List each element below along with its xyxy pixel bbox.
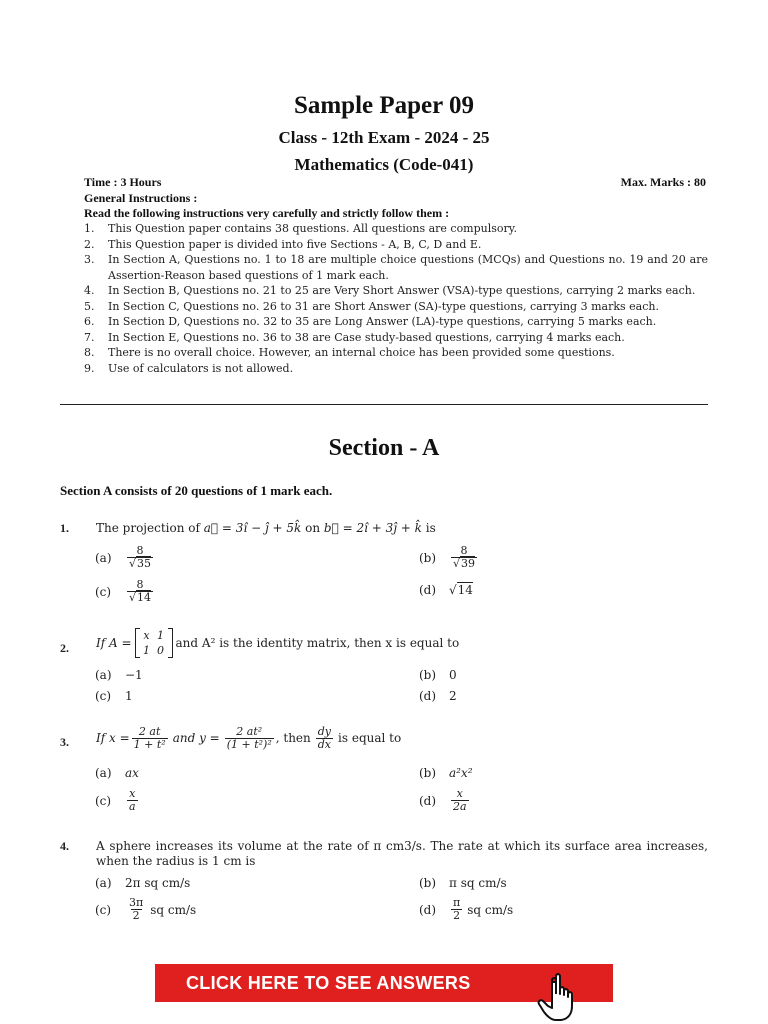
vector-b-expression: b⃗ = 2î + 3ĵ + k̂ — [323, 521, 422, 535]
option-label: (b) — [419, 766, 437, 780]
option-value: 14 — [457, 583, 473, 597]
numerator: 3π — [129, 896, 144, 909]
question-3 — [60, 726, 708, 816]
instruction-text: In Section D, Questions no. 32 to 35 are Long Answer (LA)-type questions, carrying 5 marks each. — [108, 315, 657, 328]
option-value: 2π sq cm/s — [125, 876, 191, 890]
matrix-cell: x — [143, 629, 150, 642]
option-a[interactable] — [95, 668, 143, 682]
fraction: $\frac{8}{√39}$ — [453, 544, 476, 570]
option-c[interactable] — [95, 788, 140, 813]
question-text-part: The projection of — [96, 521, 200, 535]
subject-line: Mathematics (Code-041) — [294, 155, 474, 174]
instruction-item — [84, 221, 708, 237]
instruction-number: 1. — [84, 222, 95, 235]
question-text-part: , then — [275, 731, 311, 745]
fraction — [225, 726, 274, 751]
question-number: 4. — [60, 839, 69, 853]
question-2 — [60, 628, 708, 708]
pointing-hand-icon — [536, 972, 584, 1024]
instruction-number: 9. — [84, 361, 95, 375]
instruction-item — [84, 330, 708, 346]
option-value: −1 — [125, 668, 143, 682]
option-label: (c) — [95, 584, 112, 599]
numerator: 2 at — [138, 725, 161, 738]
instruction-item — [84, 252, 708, 283]
option-b[interactable] — [419, 668, 457, 682]
numerator: π — [453, 896, 461, 909]
option-label: (a) — [95, 668, 112, 682]
question-number: 2. — [60, 641, 69, 655]
denominator: (1 + t²)² — [226, 738, 272, 751]
option-label: (c) — [95, 689, 112, 703]
option-label: (a) — [95, 550, 112, 565]
option-label: (c) — [95, 793, 112, 808]
fraction — [316, 726, 333, 751]
option-value: ax — [125, 766, 139, 780]
option-d[interactable] — [419, 689, 457, 703]
question-text-part: and y = — [172, 731, 220, 745]
question-text-part: If x = — [96, 731, 130, 745]
denominator: 39 — [461, 557, 476, 570]
numerator: x — [456, 787, 463, 800]
option-b[interactable] — [419, 876, 507, 890]
instruction-number: 8. — [84, 346, 95, 359]
option-value: 1 — [125, 689, 133, 703]
question-1 — [60, 521, 708, 611]
instruction-number: 5. — [84, 299, 95, 313]
denominator: 14 — [137, 591, 152, 604]
denominator: a — [129, 800, 136, 813]
question-text — [96, 521, 708, 536]
option-a[interactable] — [95, 545, 155, 570]
see-answers-label: CLICK HERE TO SEE ANSWERS — [186, 972, 471, 993]
instruction-text: This Question paper is divided into five Sections - A, B, C, D and E. — [108, 237, 482, 251]
question-number: 3. — [60, 735, 69, 749]
question-text-part: is equal to — [338, 731, 402, 745]
question-text-part: If A = — [96, 635, 132, 650]
option-label: (d) — [419, 689, 437, 703]
option-label: (d) — [419, 793, 437, 808]
instruction-item — [84, 361, 708, 377]
instruction-text: In Section E, Questions no. 36 to 38 are Case study-based questions, carrying 4 marks each. — [108, 330, 625, 344]
option-value: 0 — [449, 668, 457, 682]
fraction — [451, 897, 462, 922]
instructions-list — [84, 221, 708, 376]
denominator: 2a — [453, 800, 467, 813]
read-instructions-note: Read the following instructions very carefully and strictly follow them : — [84, 206, 450, 220]
option-label: (c) — [95, 902, 112, 917]
fraction: $\frac{8}{√14}$ — [129, 578, 152, 604]
option-a[interactable] — [95, 766, 139, 780]
denominator: 2 — [453, 909, 461, 922]
option-label: (a) — [95, 876, 112, 890]
option-label: (b) — [419, 876, 437, 890]
question-text — [96, 726, 708, 751]
denominator: 1 + t² — [133, 738, 166, 751]
option-b[interactable] — [419, 545, 479, 570]
time-label: Time : 3 Hours — [84, 175, 162, 189]
denominator: 2 — [132, 909, 140, 922]
general-instructions-heading: General Instructions : — [84, 191, 198, 205]
instruction-item — [84, 345, 708, 361]
option-value: 2 — [449, 689, 457, 703]
section-title: Section - A — [328, 435, 440, 461]
denominator: dx — [317, 738, 332, 751]
option-c[interactable] — [95, 897, 196, 922]
instruction-number: 4. — [84, 284, 95, 297]
option-c[interactable] — [95, 579, 155, 604]
paper-title: Sample Paper 09 — [293, 92, 475, 119]
numerator: 2 at² — [236, 725, 263, 738]
fraction: $\frac{8}{√35}$ — [129, 544, 152, 570]
option-label: (b) — [419, 550, 437, 565]
option-unit: sq cm/s — [150, 902, 197, 917]
option-c[interactable] — [95, 689, 133, 703]
numerator: 8 — [460, 544, 468, 557]
option-label: (b) — [419, 668, 437, 682]
numerator: 8 — [136, 578, 144, 591]
option-unit: sq cm/s — [467, 902, 514, 917]
denominator: 35 — [137, 557, 152, 570]
question-text-part: on — [305, 521, 321, 535]
numerator: 8 — [136, 544, 144, 557]
section-note: Section A consists of 20 questions of 1 mark each. — [60, 483, 333, 498]
question-text-part: is — [425, 521, 436, 535]
class-line: Class - 12th Exam - 2024 - 25 — [278, 128, 490, 147]
matrix — [135, 628, 173, 658]
option-label: (d) — [419, 583, 437, 597]
vector-a-expression: a⃗ = 3î − ĵ + 5k̂ — [203, 521, 302, 535]
option-label: (a) — [95, 766, 112, 780]
question-text: A sphere increases its volume at the rate of π cm3/s. The rate at which its surface area increases, when the radius is 1 cm is — [96, 839, 708, 868]
option-d[interactable] — [419, 788, 471, 813]
instruction-number: 7. — [84, 330, 95, 344]
max-marks-label: Max. Marks : 80 — [620, 175, 706, 189]
instruction-text: There is no overall choice. However, an internal choice has been provided some questions. — [108, 346, 615, 359]
instruction-text: In Section C, Questions no. 26 to 31 are Short Answer (SA)-type questions, carrying 3 marks each. — [108, 299, 659, 313]
fraction — [127, 897, 145, 922]
fraction — [132, 726, 168, 751]
option-a[interactable] — [95, 876, 190, 890]
instruction-text: In Section B, Questions no. 21 to 25 are Very Short Answer (VSA)-type questions, carrying 2 marks each. — [108, 284, 696, 297]
instruction-item — [84, 237, 708, 253]
instruction-number: 2. — [84, 237, 95, 251]
numerator: dy — [317, 725, 332, 738]
instruction-text: This Question paper contains 38 questions. All questions are compulsory. — [108, 222, 518, 235]
option-d[interactable]: (d) √14 — [419, 583, 473, 597]
fraction — [127, 788, 138, 813]
fraction — [451, 788, 469, 813]
instruction-item — [84, 314, 708, 330]
instruction-text: In Section A, Questions no. 1 to 18 are multiple choice questions (MCQs) and Questions no. 19 and 20 are Assertion-Reason based questions of 1 mark each. — [108, 253, 708, 282]
option-d[interactable] — [419, 897, 513, 922]
instruction-item — [84, 283, 708, 299]
option-label: (d) — [419, 902, 437, 917]
numerator: x — [129, 787, 136, 800]
instruction-number: 6. — [84, 315, 95, 328]
option-b[interactable] — [419, 766, 473, 780]
instruction-text: Use of calculators is not allowed. — [108, 361, 294, 375]
instruction-item — [84, 299, 708, 315]
matrix-cell: 1 — [143, 644, 151, 657]
option-value: π sq cm/s — [449, 876, 507, 890]
option-value: a²x² — [449, 766, 473, 780]
question-number: 1. — [60, 521, 69, 535]
matrix-cell: 0 — [157, 644, 165, 657]
question-text — [96, 628, 708, 658]
instruction-number: 3. — [84, 253, 95, 266]
question-4 — [60, 839, 708, 924]
matrix-cell: 1 — [157, 629, 165, 642]
divider — [60, 404, 708, 405]
question-text-part: and A² is the identity matrix, then x is equal to — [175, 635, 460, 650]
